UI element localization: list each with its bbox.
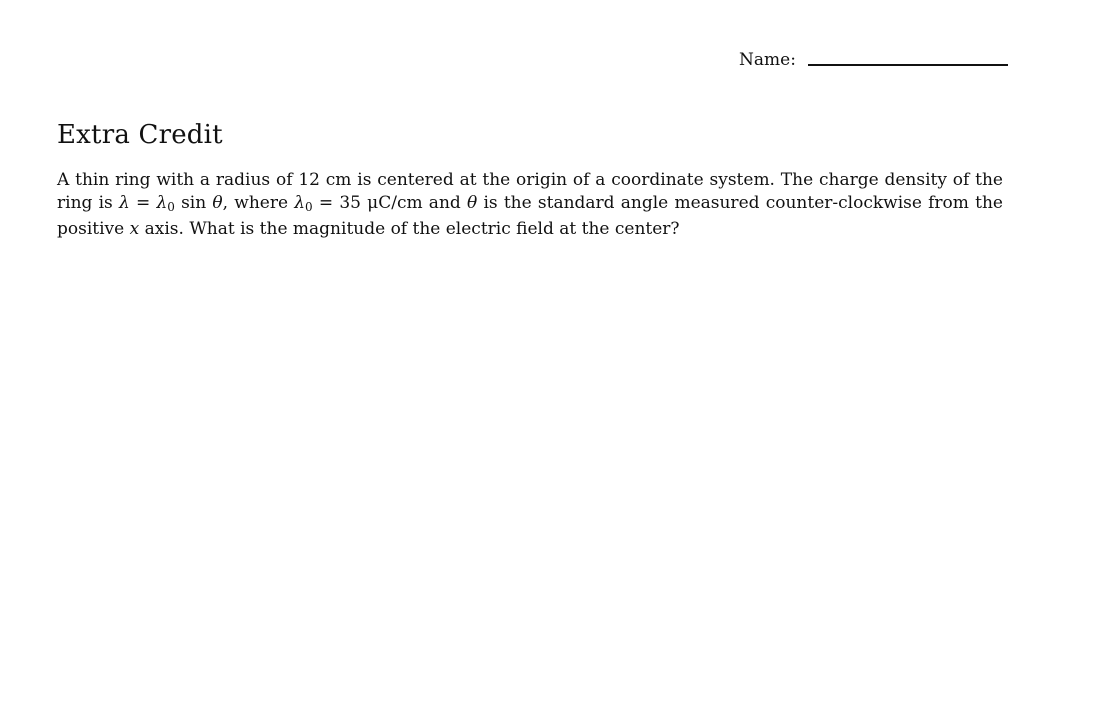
lambda-symbol: λ (118, 192, 130, 213)
x-symbol: x (129, 219, 140, 239)
problem-part-5: axis. What is the magnitude of the electric field at the center? (139, 219, 680, 239)
problem-part-2: , where (222, 192, 295, 213)
name-label: Name: (739, 50, 796, 70)
section-title: Extra Credit (57, 120, 223, 150)
problem-part-4: is the standard angle measured counter-clockwise from the positive (57, 192, 1003, 239)
lambda0-symbol: λ (156, 192, 168, 213)
lambda0-subscript: 0 (167, 199, 175, 214)
sin-function: sin (174, 192, 213, 213)
problem-text (57, 169, 1003, 241)
lambda0-symbol-2: λ (294, 192, 306, 213)
lambda0-subscript-2: 0 (305, 199, 313, 214)
name-field (739, 49, 1008, 71)
problem-part-3: = 35 μC/cm and (312, 192, 467, 213)
theta-symbol-2: θ (467, 192, 478, 213)
problem-part-1: A thin ring with a radius of 12 cm is centered at the origin of a coordinate system. The charge density of the ring is (57, 170, 1003, 213)
theta-symbol: θ (212, 192, 223, 213)
equals-sign: = (129, 192, 157, 213)
name-blank-line[interactable] (808, 64, 1008, 66)
